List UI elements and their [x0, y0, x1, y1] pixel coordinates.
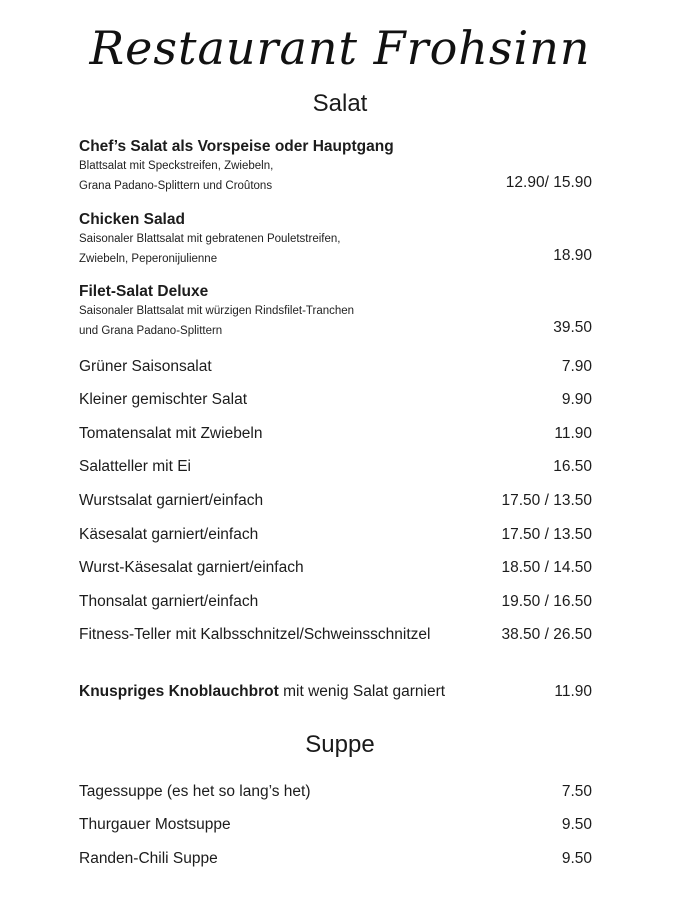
item-name: Filet-Salat Deluxe: [79, 283, 209, 300]
item-name: Thurgauer Mostsuppe: [79, 816, 231, 833]
item-price: 7.50: [561, 783, 592, 800]
menu-item: [79, 525, 592, 545]
item-name: Thonsalat garniert/einfach: [79, 593, 259, 610]
item-price: 39.50: [553, 319, 592, 336]
item-price: 18.50 / 14.50: [501, 559, 592, 576]
item-name: Salatteller mit Ei: [79, 458, 191, 475]
item-price: 19.50 / 16.50: [501, 593, 592, 610]
menu-item: [79, 491, 592, 511]
item-name: Chef’s Salat als Vorspeise oder Hauptgang: [79, 138, 394, 155]
item-price: 7.90: [561, 358, 592, 375]
menu-item: [79, 357, 592, 377]
restaurant-title: Restaurant Frohsinn: [89, 21, 591, 75]
menu-item: [79, 782, 592, 802]
item-price: 17.50 / 13.50: [501, 492, 592, 509]
item-name: Chicken Salad: [79, 211, 185, 228]
item-price: 11.90: [554, 683, 592, 700]
item-name: Tomatensalat mit Zwiebeln: [79, 425, 263, 442]
item-name: Fitness-Teller mit Kalbsschnitzel/Schweinsschnitzel: [79, 626, 431, 643]
item-price: 12.90/ 15.90: [505, 174, 592, 191]
item-description: Saisonaler Blattsalat mit gebratenen Pouletstreifen,: [79, 233, 341, 245]
menu-item-filet-salat: [79, 282, 592, 342]
menu-item-chefs-salat: [79, 137, 592, 197]
item-price: 17.50 / 13.50: [501, 526, 592, 543]
item-name: Wurstsalat garniert/einfach: [79, 492, 264, 509]
section-heading-salat: Salat: [312, 90, 368, 117]
item-name: Käsesalat garniert/einfach: [79, 526, 259, 543]
item-name: [79, 682, 592, 702]
section-heading-suppe: Suppe: [305, 731, 375, 758]
menu-item: [79, 424, 592, 444]
menu-item: [79, 457, 592, 477]
menu-item: [79, 815, 592, 835]
item-name-bold: Knuspriges Knoblauchbrot: [79, 683, 279, 700]
item-name: Tagessuppe (es het so lang’s het): [79, 783, 311, 800]
menu-item-knoblauchbrot: [79, 682, 592, 702]
menu-item: [79, 625, 592, 645]
menu-item: [79, 849, 592, 869]
item-description: Zwiebeln, Peperonijulienne: [79, 253, 218, 265]
menu-item: [79, 592, 592, 612]
item-price: 38.50 / 26.50: [501, 626, 592, 643]
menu-item-chicken-salad: [79, 210, 592, 270]
item-price: 16.50: [553, 458, 592, 475]
item-name: Grüner Saisonsalat: [79, 358, 212, 375]
item-description: und Grana Padano-Splittern: [79, 325, 223, 337]
item-price: 9.90: [561, 391, 592, 408]
item-price: 18.90: [553, 247, 592, 264]
item-name: Wurst-Käsesalat garniert/einfach: [79, 559, 304, 576]
item-description: Blattsalat mit Speckstreifen, Zwiebeln,: [79, 160, 274, 172]
item-price: 9.50: [561, 850, 592, 867]
item-name-rest: mit wenig Salat garniert: [278, 683, 446, 700]
item-name: Kleiner gemischter Salat: [79, 391, 247, 408]
item-price: 9.50: [561, 816, 592, 833]
item-description: Grana Padano-Splittern und Croûtons: [79, 180, 273, 192]
menu-item: [79, 558, 592, 578]
menu-item: [79, 390, 592, 410]
item-price: 11.90: [554, 425, 592, 442]
item-name: Randen-Chili Suppe: [79, 850, 218, 867]
item-description: Saisonaler Blattsalat mit würzigen Rindsfilet-Tranchen: [79, 305, 355, 317]
